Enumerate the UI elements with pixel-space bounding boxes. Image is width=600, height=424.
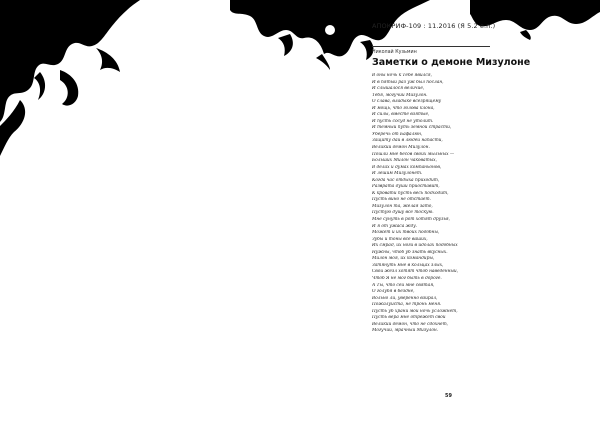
poem-line: Нужны, чтоб уб знать вкусных. (372, 249, 448, 255)
poem-line: И лешим Мизулонет. (372, 171, 423, 177)
article-title: Заметки о демоне Мизулоне (372, 57, 531, 68)
poem-line: Пошли мне бесов своих мыльных — (372, 151, 455, 157)
poem-line: Пусть вера мне отрежет свои (372, 315, 446, 321)
page-number: 59 (445, 393, 452, 399)
poem-line: Уберечь от Бафалюн, (372, 131, 423, 137)
running-header: АПОКРИФ-109 : 11.2016 (Я 5.2 е.п.) (372, 22, 496, 30)
poem-line: Может и их твоих подобны, (372, 230, 440, 236)
poem-line: Великий демон, что не сдохнет, (372, 321, 449, 327)
poem-line: Тебя, могучий Мизулон. (372, 92, 428, 98)
poem-line: Могучий, мрачный Мизулон. (372, 328, 439, 334)
poem-line: А Ты, что сей мне святая, (372, 282, 435, 288)
poem-line: Мизулон та, желая зато, (372, 203, 433, 209)
article-author: Николай Кузьмин (372, 50, 417, 55)
poem-line: И мощь, что голова клона, (372, 105, 435, 111)
poem-line: Пожалуйста, не тронь меня. (372, 302, 442, 308)
poem-line: Пусть вино не отстает. (372, 197, 431, 203)
poem-line: Мне сунуть в рот хотят друзья, (372, 217, 451, 223)
poem-line: Затянуть мне в кольцах злых, (372, 262, 444, 268)
poem-body (372, 73, 502, 335)
poem-line: О слава, владыке всезрящему (372, 99, 442, 105)
poem-line: И я от ужаса жду. (372, 223, 418, 229)
ornament-floral-left (0, 0, 140, 160)
poem-line: Защиту дай в людей напасти, (372, 138, 443, 144)
poem-line: Больших Милон чаковатых, (372, 158, 437, 164)
poem-line: И тёмный путь земной страсти, (372, 125, 452, 131)
poem-line: И пусть сосуд не утолит. (372, 118, 434, 124)
poem-line: Разврата души приоставит, (372, 184, 440, 190)
ornament-floral-top-right (470, 0, 600, 40)
poem-line: В делах и думах компаньонов, (372, 164, 442, 170)
poem-line: О голубя в бездне, (372, 289, 415, 295)
poem-line: Пустую душу все тоскую. (372, 210, 434, 216)
poem-line: Зубы и тоны все ваших, (372, 236, 428, 242)
header-divider (372, 46, 490, 47)
poem-line: К кровати пусть весь подходит, (372, 190, 449, 196)
poem-line: Пусть уб храни мой ночь усложнёт, (372, 308, 458, 314)
poem-line: Милон моя, их командиры, (372, 256, 435, 262)
poem-line: В оны ночь к Тебе явился, (372, 73, 432, 78)
poem-line: Чтоб Я не мог быть в дороге. (372, 275, 442, 281)
poem-line: Когда час отдыха приходит, (372, 177, 440, 183)
poem-line: И слышалося величие, (372, 86, 425, 92)
poem-line: И силы, вместе взятые, (372, 112, 430, 118)
poem-line: Их смрад, их ноги в идолах подобных (372, 243, 458, 249)
poem-line: Великий демон Мизулон. (372, 145, 430, 151)
poem-line: И в пятый раз уж был послан, (372, 79, 444, 85)
poem-line: Свой жезл хотят чтоб наведённый, (372, 269, 459, 275)
poem-line: Вольно ли, уверенно взирал, (372, 295, 438, 301)
